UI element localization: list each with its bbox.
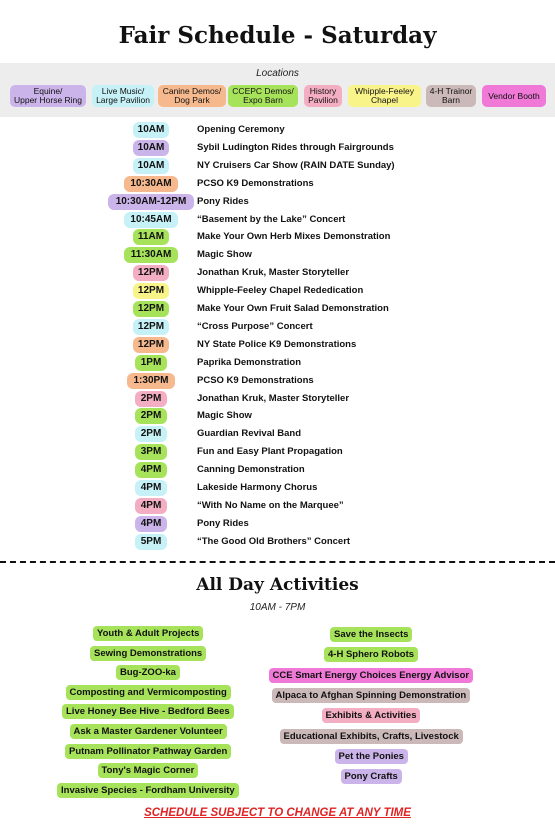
event-title: “Basement by the Lake” Concert [197,213,346,225]
activity-badge: 4-H Sphero Robots [324,647,418,662]
time-badge: 10AM [133,140,169,156]
locations-list [0,85,555,111]
location-badge: 4-H Trainor Barn [426,85,476,107]
all-day-heading: All Day Activities [196,575,359,595]
schedule-row [0,354,555,372]
location-badge: Canine Demos/ Dog Park [158,85,226,107]
activity-badge: Putnam Pollinator Pathway Garden [65,744,231,759]
schedule-row [0,336,555,354]
time-badge: 3PM [135,444,167,460]
time-badge: 12PM [133,337,169,353]
time-badge: 4PM [135,516,167,532]
time-badge: 2PM [135,391,167,407]
activity-badge: Sewing Demonstrations [90,646,206,661]
schedule-row [0,515,555,533]
time-badge: 10AM [133,158,169,174]
event-title: “The Good Old Brothers” Concert [197,535,351,547]
activity-badge: Exhibits & Activities [322,708,421,723]
event-title: Opening Ceremony [197,124,285,135]
schedule-row [0,425,555,443]
locations-legend [0,63,555,117]
schedule-row [0,228,555,246]
time-badge: 12PM [133,301,169,317]
location-badge: CCEPC Demos/ Expo Barn [228,85,298,107]
schedule-row [0,318,555,336]
activity-badge: Alpaca to Afghan Spinning Demonstration [272,688,471,703]
activity-badge: CCE Smart Energy Choices Energy Advisor [269,668,474,683]
time-badge: 1PM [135,355,167,371]
schedule-row [0,264,555,282]
time-badge: 10AM [133,122,169,138]
time-badge: 10:45AM [124,212,179,228]
event-title: Sybil Ludington Rides through Fairgrounds [197,141,394,153]
event-title: Lakeside Harmony Chorus [197,482,318,493]
activity-badge: Save the Insects [330,627,412,642]
activity-badge: Pony Crafts [341,769,402,784]
event-title: Magic Show [197,249,252,261]
event-title: Fun and Easy Plant Propagation [197,446,343,458]
schedule-row [0,246,555,264]
event-title: Whipple-Feeley Chapel Rededication [197,285,364,297]
event-title: Paprika Demonstration [197,356,301,368]
schedule-row [0,372,555,390]
location-badge: Equine/ Upper Horse Ring [10,85,86,107]
event-title: Jonathan Kruk, Master Storyteller [197,392,350,404]
activity-badge: Pet the Ponies [335,749,408,764]
time-badge: 10:30AM [124,176,179,192]
location-badge: Whipple-Feeley Chapel [348,85,421,107]
schedule-row [0,407,555,425]
location-badge: History Pavilion [304,85,342,107]
time-badge: 4PM [135,462,167,478]
activity-badge: Composting and Vermicomposting [66,685,231,700]
locations-heading: Locations [256,68,299,79]
time-badge: 4PM [135,498,167,514]
schedule-row [0,121,555,139]
event-title: PCSO K9 Demonstrations [197,177,314,189]
schedule-row [0,157,555,175]
location-badge: Live Music/ Large Pavilion [92,85,154,107]
schedule-row [0,497,555,515]
time-badge: 1:30PM [127,373,175,389]
event-title: Pony Rides [197,517,249,529]
schedule-row [0,479,555,497]
event-title: NY Cruisers Car Show (RAIN DATE Sunday) [197,159,395,171]
event-title: “Cross Purpose” Concert [197,320,313,332]
event-title: Make Your Own Herb Mixes Demonstration [197,231,391,243]
schedule-row [0,461,555,479]
schedule-disclaimer: SCHEDULE SUBJECT TO CHANGE AT ANY TIME [144,807,411,819]
time-badge: 4PM [135,480,167,496]
section-divider [0,561,555,563]
schedule-row [0,175,555,193]
schedule-row [0,533,555,551]
schedule-row [0,282,555,300]
event-title: Make Your Own Fruit Salad Demonstration [197,303,389,314]
schedule-row [0,139,555,157]
page-title: Fair Schedule - Saturday [118,22,437,49]
activity-badge: Bug-ZOO-ka [116,665,180,680]
event-title: Canning Demonstration [197,464,305,476]
schedule-row [0,443,555,461]
event-title: NY State Police K9 Demonstrations [197,338,357,350]
event-title: Magic Show [197,410,252,422]
time-badge: 12PM [133,319,169,335]
event-title: Jonathan Kruk, Master Storyteller [197,267,350,279]
activity-badge: Tony's Magic Corner [98,763,199,778]
time-badge: 2PM [135,426,167,442]
activity-badge: Invasive Species - Fordham University [57,783,239,798]
schedule-row [0,193,555,211]
all-day-hours: 10AM - 7PM [249,602,306,613]
time-badge: 11:30AM [124,247,179,263]
time-badge: 12PM [133,265,169,281]
activity-badge: Ask a Master Gardener Volunteer [70,724,227,739]
event-title: Guardian Revival Band [197,428,302,440]
event-title: “With No Name on the Marquee” [197,499,344,511]
schedule-row [0,300,555,318]
time-badge: 12PM [133,283,169,299]
event-title: Pony Rides [197,195,249,207]
time-badge: 5PM [135,534,167,550]
schedule-row [0,211,555,229]
time-badge: 11AM [133,229,169,245]
activity-badge: Educational Exhibits, Crafts, Livestock [280,729,463,744]
event-title: PCSO K9 Demonstrations [197,374,314,386]
schedule-row [0,390,555,408]
activity-badge: Youth & Adult Projects [93,626,203,641]
time-badge: 2PM [135,408,167,424]
location-badge: Vendor Booth [482,85,546,107]
time-badge: 10:30AM-12PM [108,194,195,210]
activity-badge: Live Honey Bee Hive - Bedford Bees [62,704,234,719]
